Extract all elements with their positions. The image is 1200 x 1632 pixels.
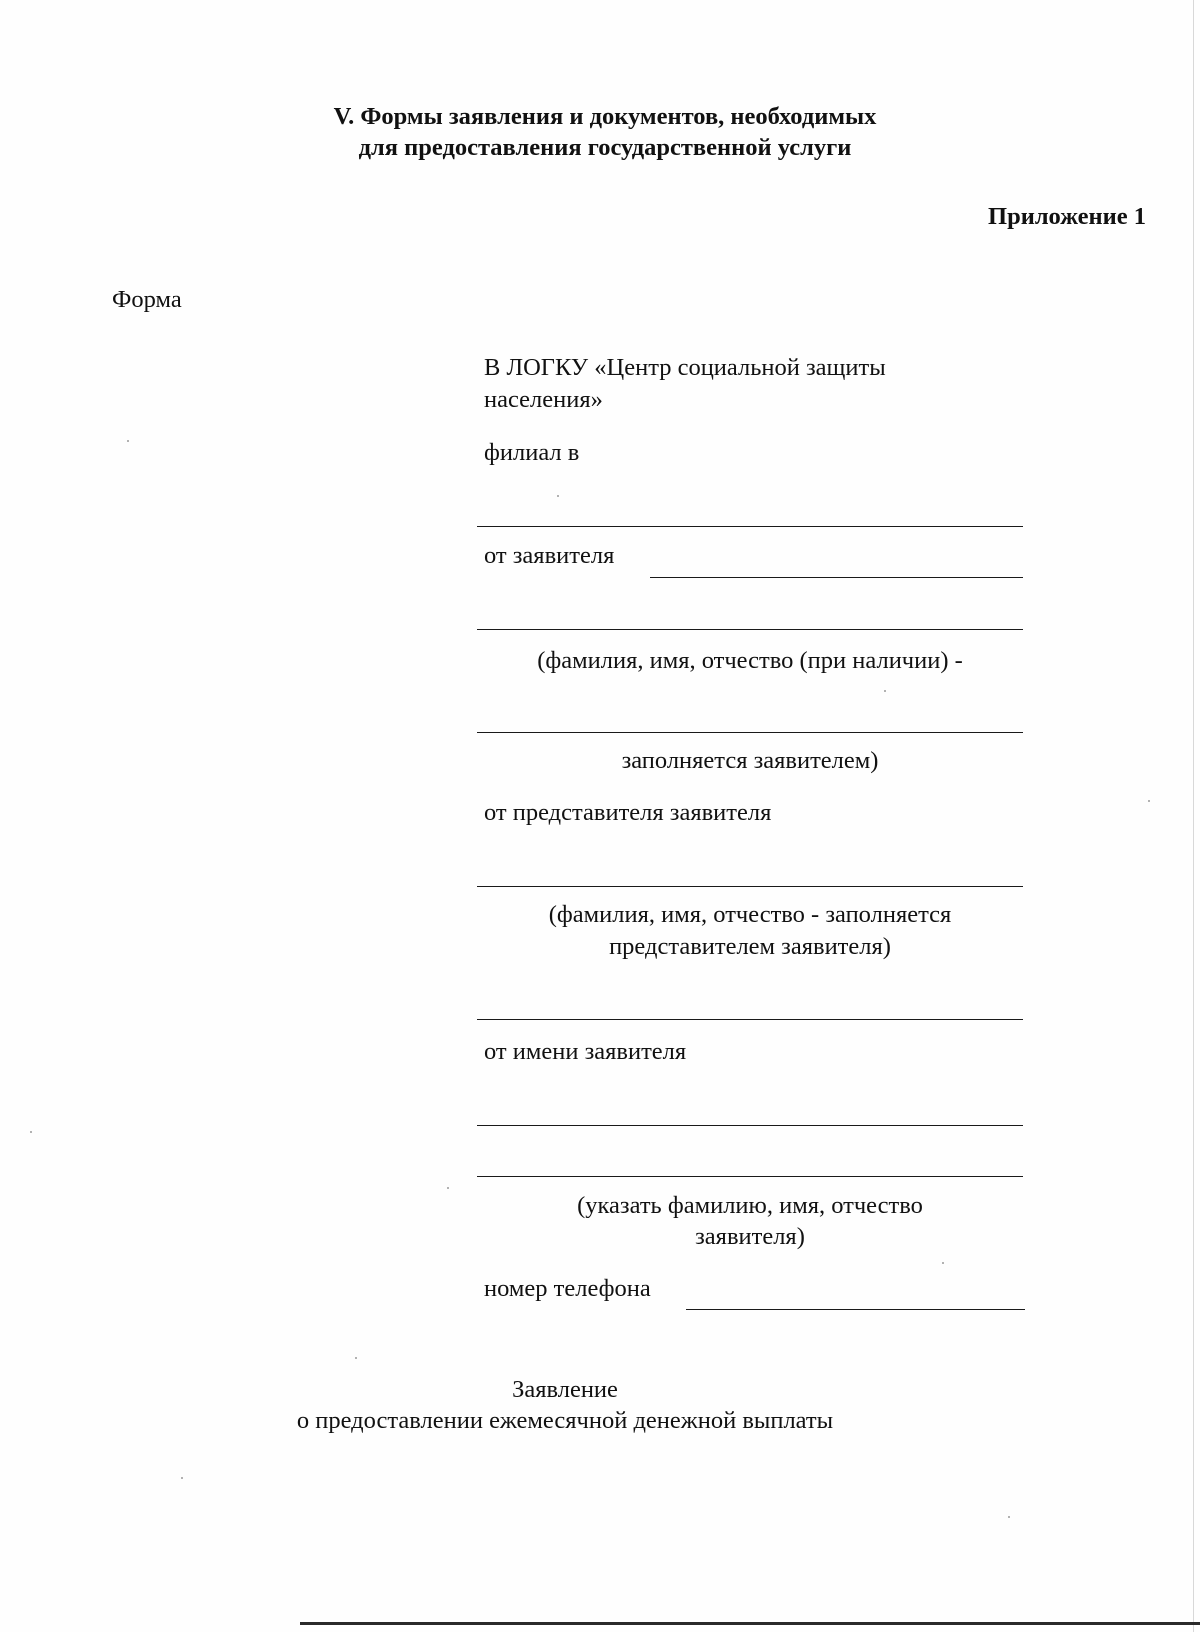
representative-extra-line[interactable] [477, 1019, 1023, 1020]
applicant-field-line-2[interactable] [477, 629, 1023, 630]
addressee-line2: населения» [484, 386, 603, 413]
scan-speck [355, 1357, 357, 1359]
scan-speck [942, 1262, 944, 1264]
branch-label: филиал в [484, 439, 580, 466]
scan-speck [127, 440, 129, 442]
addressee-line1: В ЛОГКУ «Центр социальной защиты [484, 354, 886, 381]
scan-speck [30, 1131, 32, 1133]
applicant-field-line-1[interactable] [650, 577, 1023, 578]
representative-label: от представителя заявителя [484, 799, 772, 826]
section-heading-line1: V. Формы заявления и документов, необходимых [333, 103, 877, 130]
applicant-field-line-3[interactable] [477, 732, 1023, 733]
scan-speck [884, 690, 886, 692]
on-behalf-hint-line1: (указать фамилию, имя, отчество [577, 1192, 923, 1219]
scan-speck [447, 1187, 449, 1189]
scan-speck [557, 495, 559, 497]
appendix-label: Приложение 1 [988, 203, 1146, 230]
phone-label: номер телефона [484, 1275, 651, 1302]
scan-speck [1008, 1516, 1010, 1518]
form-label: Форма [112, 286, 182, 313]
on-behalf-field-line-2[interactable] [477, 1176, 1023, 1177]
branch-field-line[interactable] [477, 526, 1023, 527]
applicant-hint-line2: заполняется заявителем) [621, 747, 879, 774]
scan-speck [1148, 800, 1150, 802]
phone-field-line[interactable] [686, 1309, 1025, 1310]
statement-title: Заявление [512, 1376, 618, 1403]
representative-hint-line1: (фамилия, имя, отчество - заполняется [548, 901, 952, 928]
scan-edge-right [1193, 0, 1194, 1632]
representative-hint-line2: представителем заявителя) [609, 933, 891, 960]
applicant-label: от заявителя [484, 542, 615, 569]
scan-edge-bottom [300, 1622, 1200, 1625]
on-behalf-hint-line2: заявителя) [695, 1223, 805, 1250]
section-heading-line2: для предоставления государственной услуги [358, 134, 852, 161]
representative-field-line[interactable] [477, 886, 1023, 887]
scan-speck [181, 1477, 183, 1479]
on-behalf-field-line-1[interactable] [477, 1125, 1023, 1126]
applicant-hint-line1: (фамилия, имя, отчество (при наличии) - [537, 647, 963, 674]
on-behalf-label: от имени заявителя [484, 1038, 687, 1065]
statement-subtitle: о предоставлении ежемесячной денежной выплаты [296, 1407, 834, 1434]
